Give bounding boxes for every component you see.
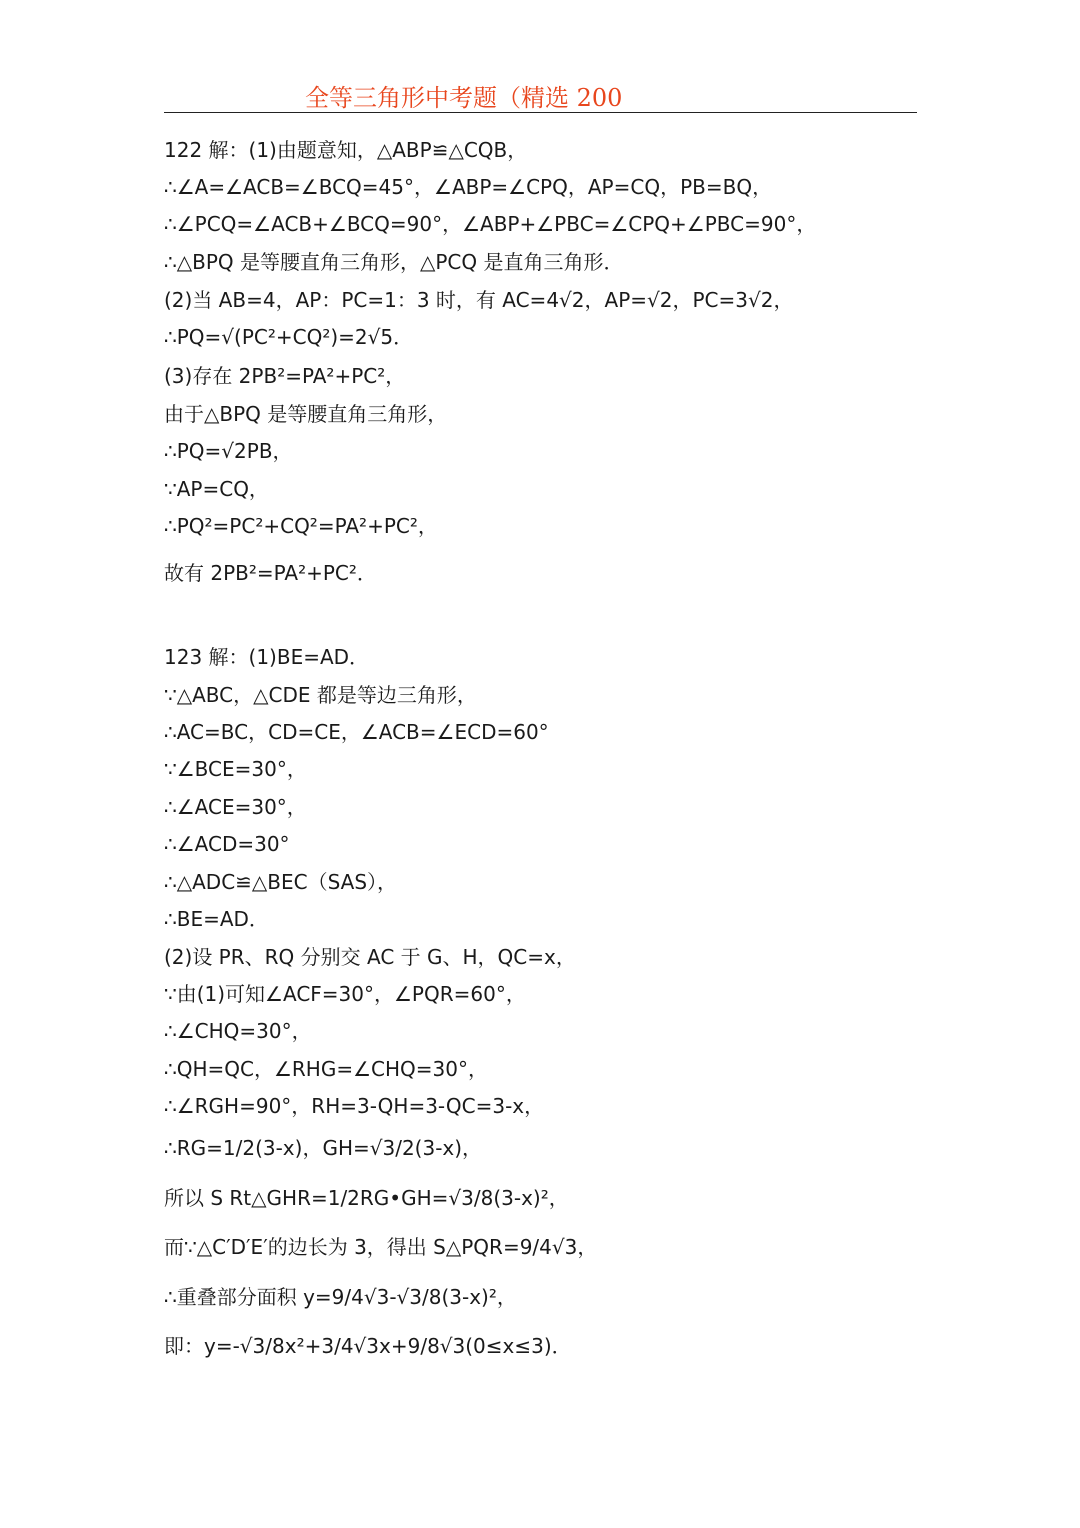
sol122-line-1: 122 解：(1)由题意知，△ABP≌△CQB， <box>164 138 528 162</box>
sol123-line-18: 即：y=-√3/8x²+3/4√3x+9/8√3(0≤x≤3)． <box>164 1334 572 1358</box>
sol123-line-10: ∵由(1)可知∠ACF=30°，∠PQR=60°， <box>164 982 526 1006</box>
sol123-line-16: 而∵△C′D′E′的边长为 3，得出 S△PQR=9/4√3， <box>164 1235 598 1259</box>
sol122-line-10: ∵AP=CQ， <box>164 477 269 501</box>
sol123-line-5: ∴∠ACE=30°， <box>164 795 307 819</box>
sol123-line-14: ∴RG=1/2(3-x)，GH=√3/2(3-x)， <box>164 1136 483 1160</box>
sol123-line-12: ∴QH=QC，∠RHG=∠CHQ=30°， <box>164 1057 488 1081</box>
sol122-line-6: ∴PQ=√(PC²+CQ²)=2√5． <box>164 325 414 349</box>
sol123-line-17: ∴重叠部分面积 y=9/4√3-√3/8(3-x)²， <box>164 1285 517 1309</box>
sol122-line-5: (2)当 AB=4，AP：PC=1：3 时，有 AC=4√2，AP=√2，PC=3√2， <box>164 288 794 312</box>
sol122-line-12: 故有 2PB²=PA²+PC²． <box>164 561 377 585</box>
sol123-line-6: ∴∠ACD=30° <box>164 832 290 856</box>
sol123-line-3: ∴AC=BC，CD=CE，∠ACB=∠ECD=60° <box>164 720 549 744</box>
sol123-line-9: (2)设 PR、RQ 分别交 AC 于 G、H，QC=x， <box>164 945 576 969</box>
sol122-line-4: ∴△BPQ 是等腰直角三角形，△PCQ 是直角三角形． <box>164 250 624 274</box>
sol123-line-2: ∵△ABC，△CDE 都是等边三角形， <box>164 683 477 707</box>
page-header-title: 全等三角形中考题（精选 200 <box>305 84 623 112</box>
sol123-line-7: ∴△ADC≌△BEC（SAS）， <box>164 870 398 894</box>
sol122-line-3: ∴∠PCQ=∠ACB+∠BCQ=90°，∠ABP+∠PBC=∠CPQ+∠PBC=90°， <box>164 212 817 236</box>
sol122-line-7: (3)存在 2PB²=PA²+PC²， <box>164 364 406 388</box>
sol122-line-9: ∴PQ=√2PB， <box>164 439 293 463</box>
sol123-line-15: 所以 S Rt△GHR=1/2RG•GH=√3/8(3-x)²， <box>164 1186 569 1210</box>
sol122-line-8: 由于△BPQ 是等腰直角三角形， <box>164 402 448 426</box>
sol123-line-11: ∴∠CHQ=30°， <box>164 1019 312 1043</box>
header-divider <box>164 112 917 113</box>
sol123-line-13: ∴∠RGH=90°，RH=3-QH=3-QC=3-x， <box>164 1094 545 1118</box>
sol123-line-1: 123 解：(1)BE=AD． <box>164 645 370 669</box>
sol123-line-4: ∵∠BCE=30°， <box>164 757 307 781</box>
sol122-line-2: ∴∠A=∠ACB=∠BCQ=45°，∠ABP=∠CPQ，AP=CQ，PB=BQ， <box>164 175 773 199</box>
sol123-line-8: ∴BE=AD． <box>164 907 269 931</box>
sol122-line-11: ∴PQ²=PC²+CQ²=PA²+PC²， <box>164 514 438 538</box>
